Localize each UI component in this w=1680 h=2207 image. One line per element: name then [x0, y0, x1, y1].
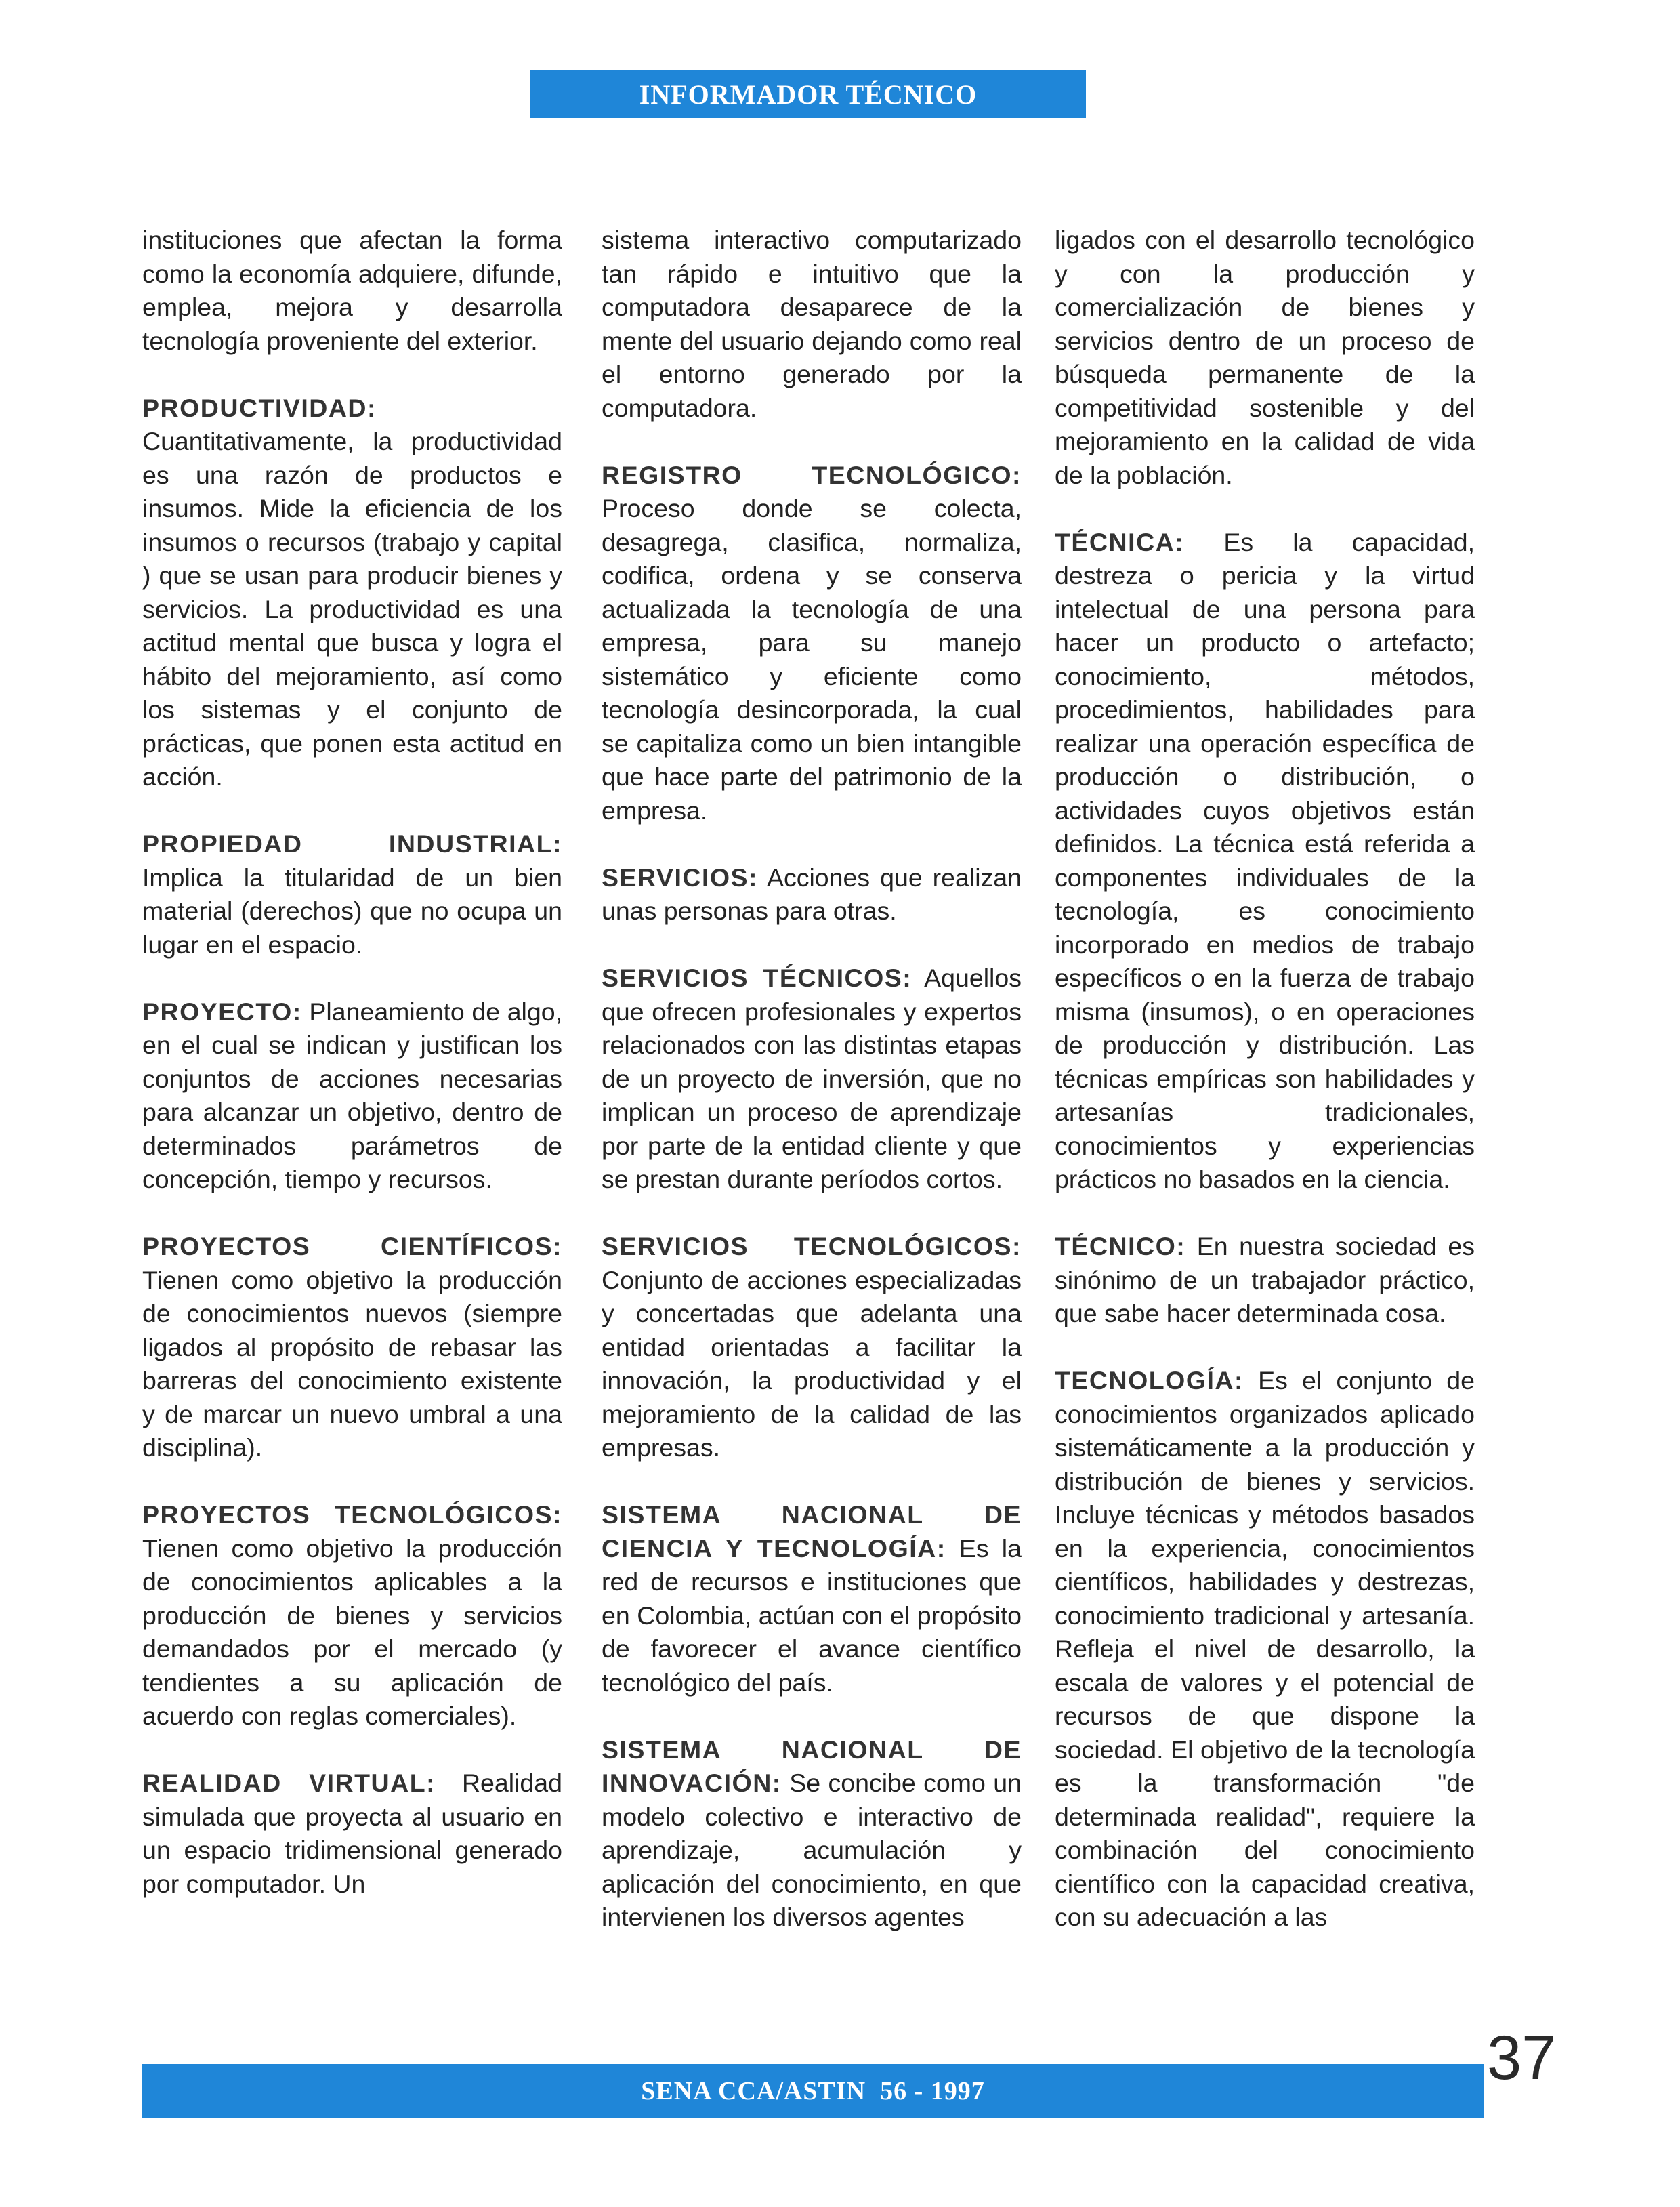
entry-term: TÉCNICO: [1055, 1232, 1186, 1260]
header-title: INFORMADOR TÉCNICO [639, 79, 978, 110]
entry-text: En nuestra sociedad es sinónimo de un trabajador práctico, que sabe hacer determinada cosa. [1055, 1232, 1475, 1327]
entry-text: Es la capacidad, destreza o pericia y la virtud intelectual de una persona para hacer un producto o artefacto; conocimiento, métodos, procedimientos, habilidades para realizar una operación específica de producción o distribución, o actividades cuyos objetivos están definidos. La técnica está referida a componentes individuales de la tecnología, es conocimiento incorporado en medios de trabajo específicos o en la fuerza de trabajo misma (insumos), o en operaciones de producción y distribución. Las técnicas empíricas son habilidades y artesanías tradicionales, conocimientos y experiencias prácticos no basados en la ciencia. [1055, 527, 1475, 1193]
entry-term: PROYECTOS CIENTÍFICOS: [142, 1232, 562, 1260]
entry-term: PROPIEDAD INDUSTRIAL: [142, 829, 562, 858]
header-bar [530, 70, 1086, 118]
footer-publication: SENA CCA/ASTIN 56 - 1997 [641, 2077, 985, 2105]
entry-term: PRODUCTIVIDAD: [142, 393, 377, 422]
entry-continuation [602, 224, 1022, 425]
entry-term: TECNOLOGÍA: [1055, 1366, 1244, 1395]
entry-tecnologia [1055, 1364, 1475, 1935]
entry-term: PROYECTOS TECNOLÓGICOS: [142, 1500, 562, 1529]
entry-term: PROYECTO: [142, 997, 302, 1026]
entry-text: Planeamiento de algo, en el cual se indican y justifican los conjuntos de acciones necesarias para alcanzar un objetivo, dentro de determinados parámetros de concepción, tiempo y recursos. [142, 997, 563, 1193]
entry-text: Tienen como objetivo la producción de conocimientos aplicables a la producción de bienes y servicios demandados por el mercado (y tendientes a su aplicación de acuerdo con reglas comerciales). [142, 1533, 562, 1730]
entry-sistema-innovacion [602, 1733, 1022, 1935]
entry-text: Proceso donde se colecta, desagrega, clasifica, normaliza, codifica, ordena y se conserva actualizada la tecnología de una empresa, para su manejo sistemático y eficiente como tecnología desincorporada, la cual se capitaliza como un bien intangible que hace parte del patrimonio de la empresa. [602, 494, 1022, 825]
entry-proyectos-cientificos [142, 1230, 562, 1465]
entry-proyecto [142, 995, 562, 1197]
entry-sistema-ciencia-tecnologia [602, 1498, 1022, 1699]
entry-text: instituciones que afectan la forma como la economía adquiere, difunde, emplea, mejora y desarrolla tecnología proveniente del exterior. [142, 226, 562, 355]
entry-text: Es el conjunto de conocimientos organizados aplicado sistemáticamente a la producción y distribución de bienes y servicios. Incluye técnicas y métodos basados en la experiencia, conocimientos científicos, habilidades y destrezas, conocimiento tradicional y artesanía. Refleja el nivel de desarrollo, la escala de valores y el potencial de recursos de que dispone la sociedad. El objetivo de la tecnología es la transformación "de determinada realidad", requiere la combinación del conocimiento científico con la capacidad creativa, con su adecuación a las [1055, 1366, 1475, 1931]
entry-term: SERVICIOS TÉCNICOS: [602, 964, 912, 992]
entry-text: Conjunto de acciones especializadas y concertadas que adelanta una entidad orientadas a facilitar la innovación, la productividad y el mejoramiento de la calidad de las empresas. [602, 1265, 1022, 1462]
entry-term: SISTEMA NACIONAL DE CIENCIA Y TECNOLOGÍA: [602, 1500, 1022, 1563]
entry-text: Realidad simulada que proyecta al usuario en un espacio tridimensional generado por computador. Un [142, 1769, 562, 1898]
column-1 [142, 224, 562, 1935]
entry-text: sistema interactivo computarizado tan rápido e intuitivo que la computadora desaparece de la mente del usuario dejando como real el entorno generado por la computadora. [602, 226, 1022, 422]
page-number: 37 [1487, 2023, 1557, 2092]
entry-term: SERVICIOS TECNOLÓGICOS: [602, 1232, 1022, 1260]
entry-term: SERVICIOS: [602, 863, 759, 892]
entry-text: Tienen como objetivo la producción de conocimientos nuevos (siempre ligados al propósito de rebasar las barreras del conocimiento existente y de marcar un nuevo umbral a una disciplina). [142, 1265, 562, 1462]
entry-propiedad-industrial [142, 827, 562, 962]
entry-term: SISTEMA NACIONAL DE INNOVACIÓN: [602, 1735, 1022, 1797]
entry-realidad-virtual [142, 1767, 562, 1901]
entry-term: REALIDAD VIRTUAL: [142, 1769, 436, 1797]
entry-servicios-tecnicos [602, 962, 1022, 1197]
entry-text: Aquellos que ofrecen profesionales y expertos relacionados con las distintas etapas de un proyecto de inversión, que no implican un proceso de aprendizaje por parte de la entidad cliente y que se prestan durante períodos cortos. [602, 964, 1022, 1193]
entry-text: ligados con el desarrollo tecnológico y con la producción y comercialización de bienes y servicios dentro de un proceso de búsqueda permanente de la competitividad sostenible y del mejoramiento en la calidad de vida de la población. [1055, 226, 1475, 489]
entry-tecnica [1055, 526, 1475, 1197]
entry-registro-tecnologico [602, 459, 1022, 828]
entry-servicios-tecnologicos [602, 1230, 1022, 1465]
column-2 [602, 224, 1022, 1968]
column-3 [1055, 224, 1475, 1968]
entry-tecnico [1055, 1230, 1475, 1331]
entry-text: Cuantitativamente, la productividad es una razón de productos e insumos. Mide la eficiencia de los insumos o recursos (trabajo y capital ) que se usan para producir bienes y servicios. La productividad es una actitud mental que busca y logra el hábito del mejoramiento, así como los sistemas y el conjunto de prácticas, que ponen esta actitud en acción. [142, 427, 562, 791]
entry-continuation [142, 224, 562, 358]
entry-proyectos-tecnologicos [142, 1498, 562, 1733]
entry-text: Implica la titularidad de un bien material (derechos) que no ocupa un lugar en el espacio. [142, 863, 562, 959]
entry-continuation [1055, 224, 1475, 492]
entry-term: TÉCNICA: [1055, 527, 1185, 556]
entry-text: Es la red de recursos e instituciones que en Colombia, actúan con el propósito de favorecer el avance científico tecnológico del país. [602, 1533, 1022, 1697]
entry-text: Acciones que realizan unas personas para otras. [602, 863, 1022, 925]
footer-bar [142, 2064, 1484, 2118]
entry-productividad [142, 392, 562, 794]
entry-servicios [602, 861, 1022, 928]
entry-text: Se concibe como un modelo colectivo e interactivo de aprendizaje, acumulación y aplicación del conocimiento, en que intervienen los diversos agentes [602, 1769, 1022, 1931]
entry-term: REGISTRO TECNOLÓGICO: [602, 460, 1022, 489]
